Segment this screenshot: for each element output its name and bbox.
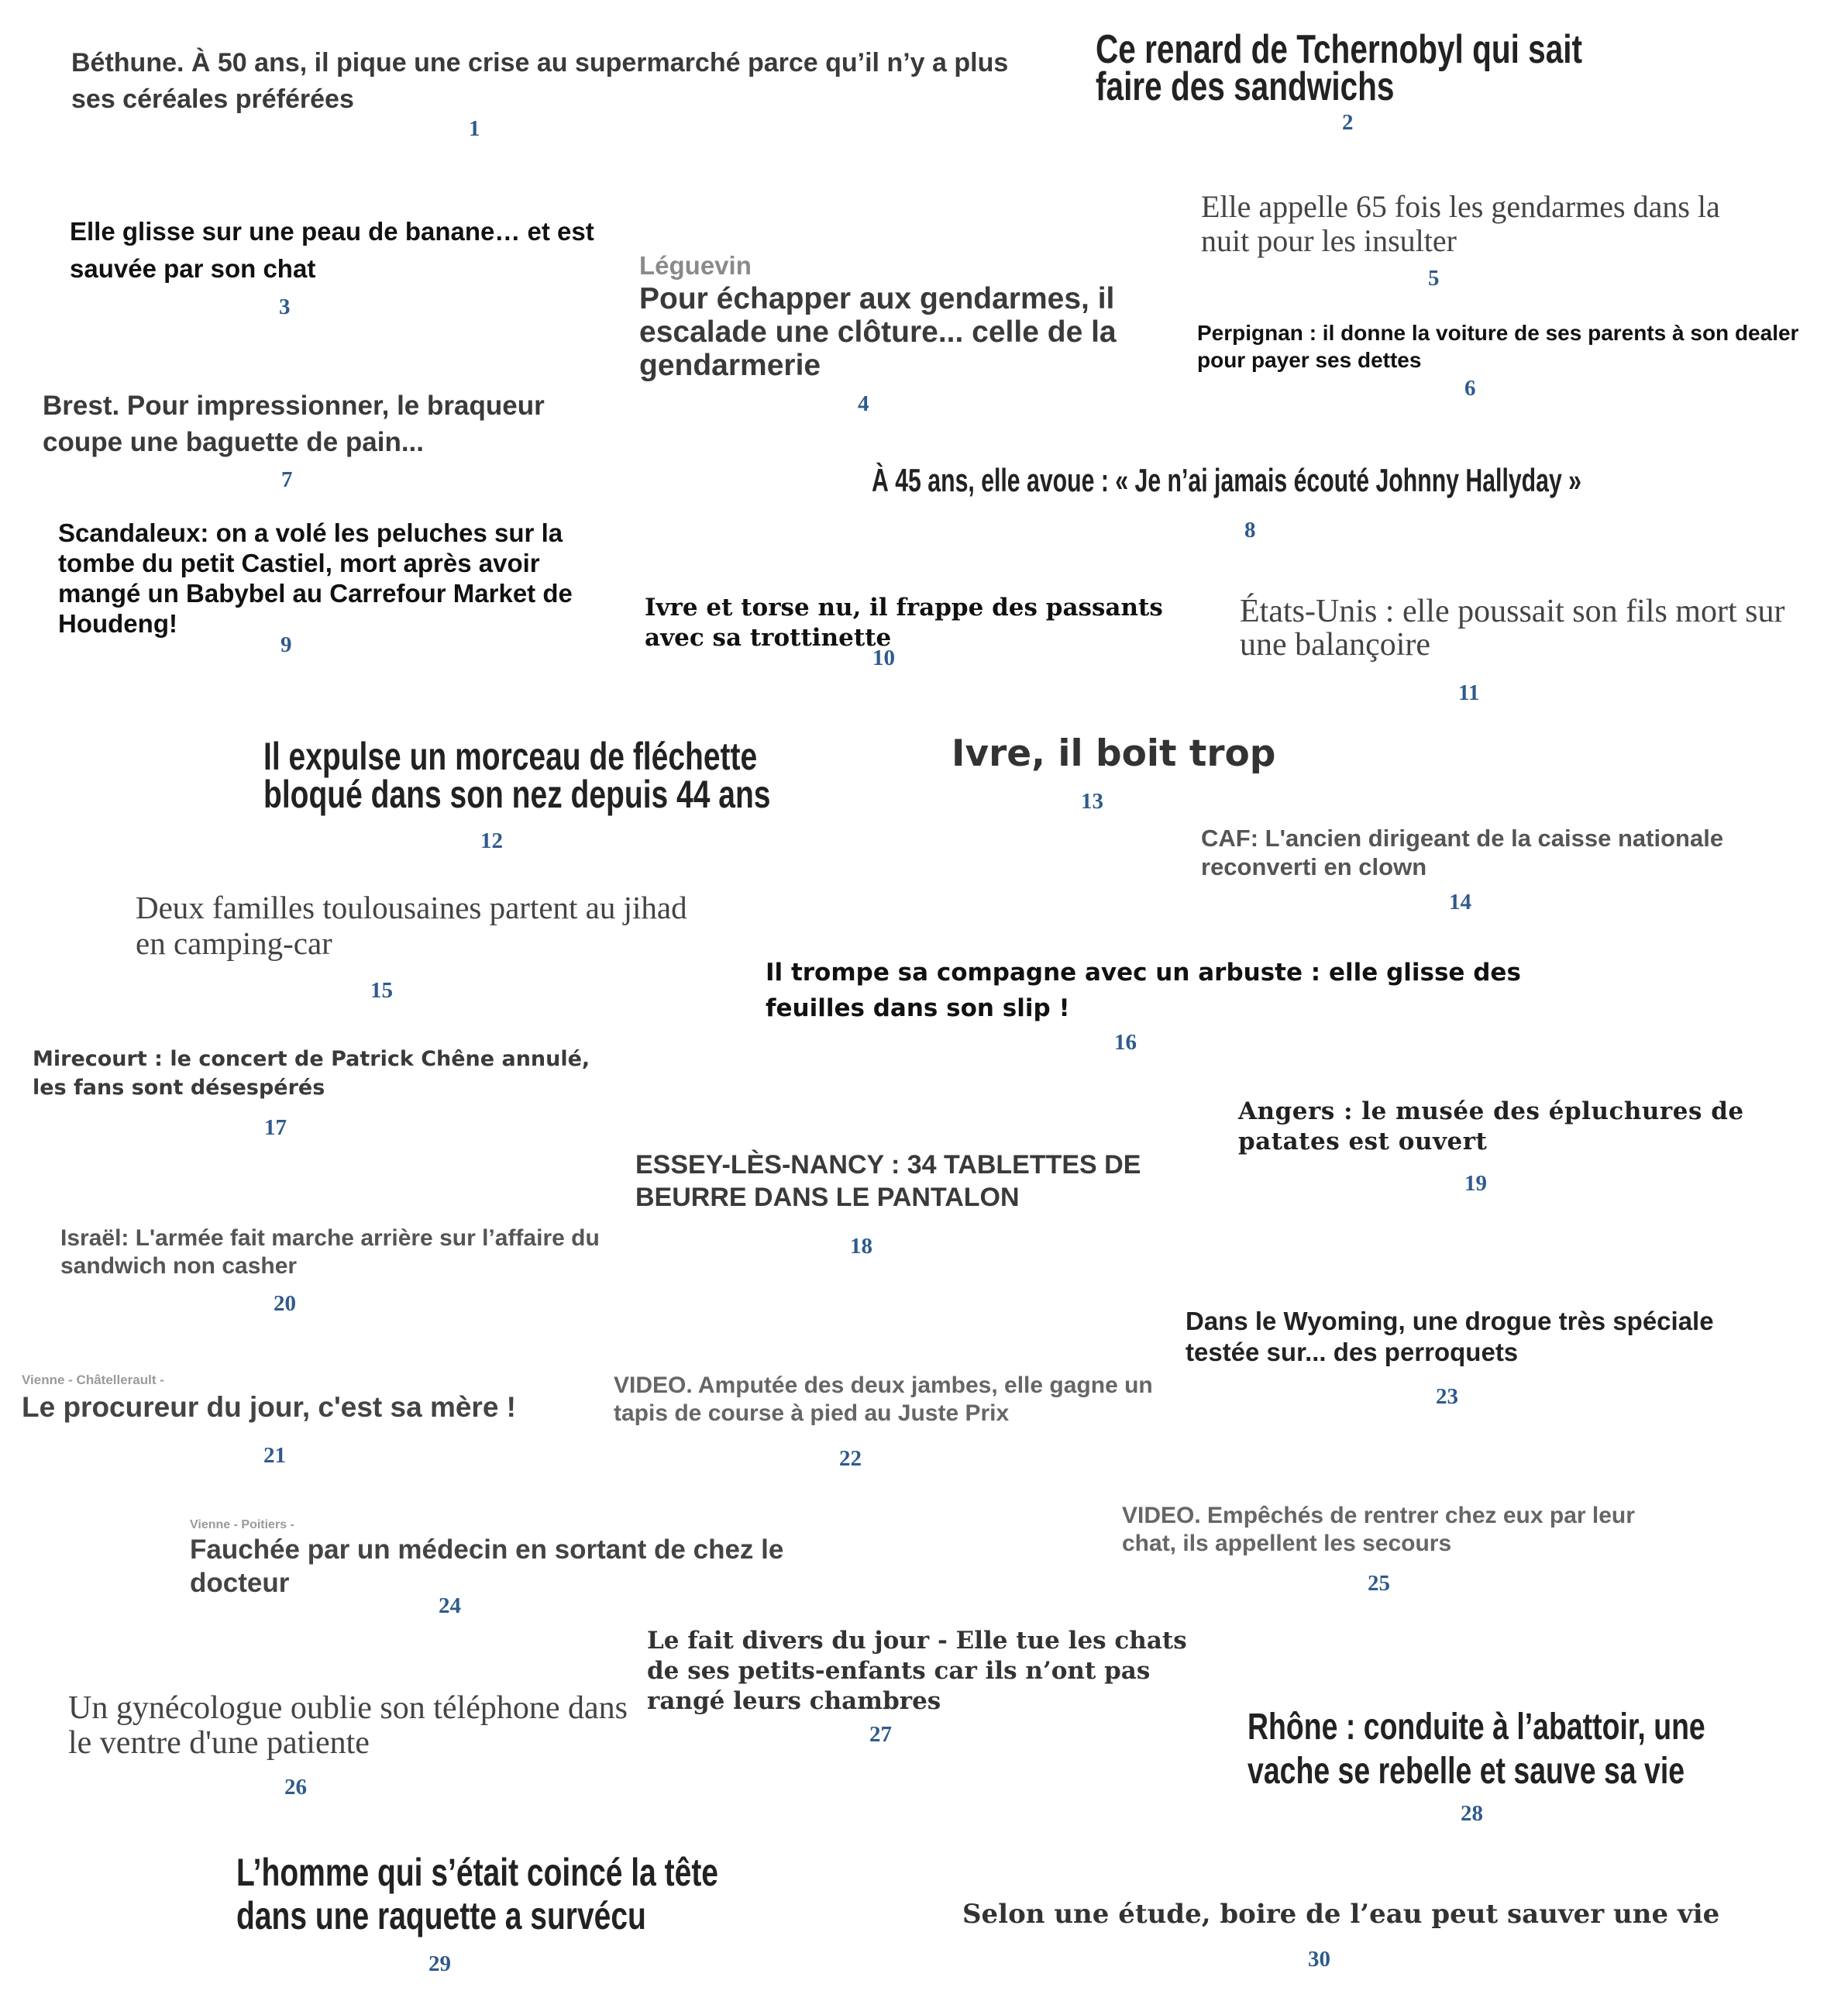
headline-number: 13	[1081, 789, 1103, 814]
headline-15	[136, 890, 724, 961]
headline-text: VIDEO. Amputée des deux jambes, elle gagne un tapis de course à pied au Juste Prix	[614, 1373, 1153, 1426]
headline-14	[1201, 824, 1790, 881]
headline-number: 15	[370, 978, 393, 1003]
headline-text: Selon une étude, boire de l’eau peut sauver une vie	[962, 1899, 1720, 1930]
headline-16	[766, 955, 1579, 1026]
headline-number: 10	[872, 646, 895, 670]
headline-number: 24	[439, 1593, 461, 1618]
headline-20	[60, 1224, 618, 1280]
headline-number: 3	[279, 294, 291, 319]
headline-number: 6	[1464, 376, 1476, 401]
headline-11	[1240, 595, 1798, 662]
headline-22	[614, 1372, 1172, 1428]
headline-text: Ce renard de Tchernobyl qui sait faire des sandwichs	[1096, 27, 1583, 109]
headline-number: 30	[1308, 1947, 1330, 1972]
headline-number: 23	[1436, 1384, 1458, 1409]
headline-text: Brest. Pour impressionner, le braqueur coupe une baguette de pain...	[43, 391, 545, 457]
headline-text: Un gynécologue oublie son téléphone dans le ventre d'une patiente	[68, 1690, 628, 1761]
headline-30	[962, 1897, 1815, 1931]
headline-25	[1122, 1502, 1680, 1558]
headline-18	[635, 1149, 1209, 1214]
headline-number: 29	[428, 1951, 451, 1976]
headline-number: 12	[480, 828, 503, 853]
headline-3	[70, 213, 597, 288]
headline-9	[58, 518, 616, 639]
headline-kicker: Vienne - Poitiers -	[190, 1518, 294, 1531]
headline-number: 16	[1114, 1030, 1137, 1055]
headline-text: Il expulse un morceau de fléchette bloqué dans son nez depuis 44 ans	[263, 735, 771, 816]
headline-number: 8	[1244, 518, 1256, 542]
headline-text: Dans le Wyoming, une drogue très spéciale testée sur... des perroquets	[1186, 1307, 1714, 1366]
headline-text: Deux familles toulousaines partent au jihad en camping-car	[136, 890, 687, 961]
headline-number: 18	[850, 1234, 872, 1259]
headline-21	[22, 1372, 611, 1426]
headline-29	[236, 1851, 872, 1937]
headline-number: 25	[1368, 1571, 1390, 1596]
headline-number: 22	[839, 1446, 862, 1471]
headline-4	[639, 250, 1182, 382]
headline-number: 17	[264, 1115, 287, 1140]
headline-2	[1096, 27, 1777, 109]
headline-19	[1238, 1097, 1781, 1157]
headline-26	[68, 1691, 657, 1761]
headline-text: Le fait divers du jour - Elle tue les chats de ses petits-enfants car ils n’ont pas rangé leurs chambres	[647, 1627, 1187, 1715]
headline-text: Pour échapper aux gendarmes, il escalade une clôture... celle de la gendarmerie	[639, 282, 1117, 382]
headline-17	[33, 1045, 621, 1102]
headline-text: Angers : le musée des épluchures de patates est ouvert	[1238, 1097, 1744, 1156]
headline-text: Elle appelle 65 fois les gendarmes dans la nuit pour les insulter	[1201, 189, 1720, 258]
headline-text: Béthune. À 50 ans, il pique une crise au supermarché parce qu’il n’y a plus ses céréales préférées	[71, 48, 1009, 114]
headline-number: 27	[869, 1722, 892, 1747]
headline-6	[1197, 319, 1833, 374]
headline-kicker: Léguevin	[639, 251, 752, 280]
headline-10	[645, 593, 1203, 653]
headline-23	[1186, 1306, 1774, 1368]
headline-text: Fauchée par un médecin en sortant de chez le docteur	[190, 1534, 784, 1598]
headline-text: Israël: L'armée fait marche arrière sur l’affaire du sandwich non casher	[60, 1225, 600, 1279]
headline-kicker: Vienne - Châtellerault -	[22, 1373, 164, 1387]
headline-text: L’homme qui s’était coincé la tête dans une raquette a survécu	[236, 1851, 719, 1937]
headline-27	[647, 1626, 1205, 1717]
headline-text: Le procureur du jour, c'est sa mère !	[22, 1391, 516, 1423]
headline-text: Perpignan : il donne la voiture de ses parents à son dealer pour payer ses dettes	[1197, 321, 1799, 372]
headline-number: 9	[280, 632, 292, 657]
headline-number: 5	[1428, 266, 1440, 291]
headline-number: 2	[1342, 110, 1354, 135]
headline-text: Rhône : conduite à l’abattoir, une vache se rebelle et sauve sa vie	[1247, 1707, 1705, 1792]
headline-text: Scandaleux: on a volé les peluches sur la tombe du petit Castiel, mort après avoir mangé un Babybel au Carrefour Market de Houdeng!	[58, 518, 573, 638]
headline-13	[952, 732, 1416, 775]
headline-8	[872, 463, 1840, 498]
headline-12	[263, 735, 953, 816]
headline-text: CAF: L'ancien dirigeant de la caisse nationale reconverti en clown	[1201, 825, 1724, 880]
headline-5	[1201, 190, 1743, 258]
headline-28	[1247, 1705, 1848, 1793]
headline-text: Il trompe sa compagne avec un arbuste : elle glisse des feuilles dans son slip !	[766, 959, 1521, 1022]
headline-24	[190, 1517, 794, 1600]
headline-text: Mirecourt : le concert de Patrick Chêne annulé, les fans sont désespérés	[33, 1047, 590, 1100]
headline-text: États-Unis : elle poussait son fils mort sur une balançoire	[1240, 594, 1785, 663]
headline-text: ESSEY-LÈS-NANCY : 34 TABLETTES DE BEURRE DANS LE PANTALON	[635, 1150, 1141, 1212]
headline-number: 11	[1458, 680, 1480, 705]
headline-text: VIDEO. Empêchés de rentrer chez eux par leur chat, ils appellent les secours	[1122, 1503, 1635, 1556]
headline-number: 14	[1449, 890, 1471, 914]
headline-number: 7	[281, 467, 293, 492]
headline-number: 28	[1461, 1801, 1483, 1826]
headline-number: 21	[263, 1443, 286, 1468]
headline-7	[43, 387, 585, 460]
headline-text: Ivre, il boit trop	[952, 732, 1276, 775]
headline-text: Ivre et torse nu, il frappe des passants avec sa trottinette	[645, 594, 1163, 652]
headline-number: 26	[284, 1775, 307, 1800]
headline-number: 1	[469, 116, 480, 141]
headline-text: À 45 ans, elle avoue : « Je n’ai jamais écouté Johnny Hallyday »	[872, 462, 1582, 498]
headline-number: 4	[858, 391, 869, 416]
headline-number: 19	[1464, 1171, 1487, 1196]
headline-1	[71, 45, 1017, 118]
headline-text: Elle glisse sur une peau de banane… et est sauvée par son chat	[70, 217, 594, 283]
headline-number: 20	[274, 1291, 296, 1316]
